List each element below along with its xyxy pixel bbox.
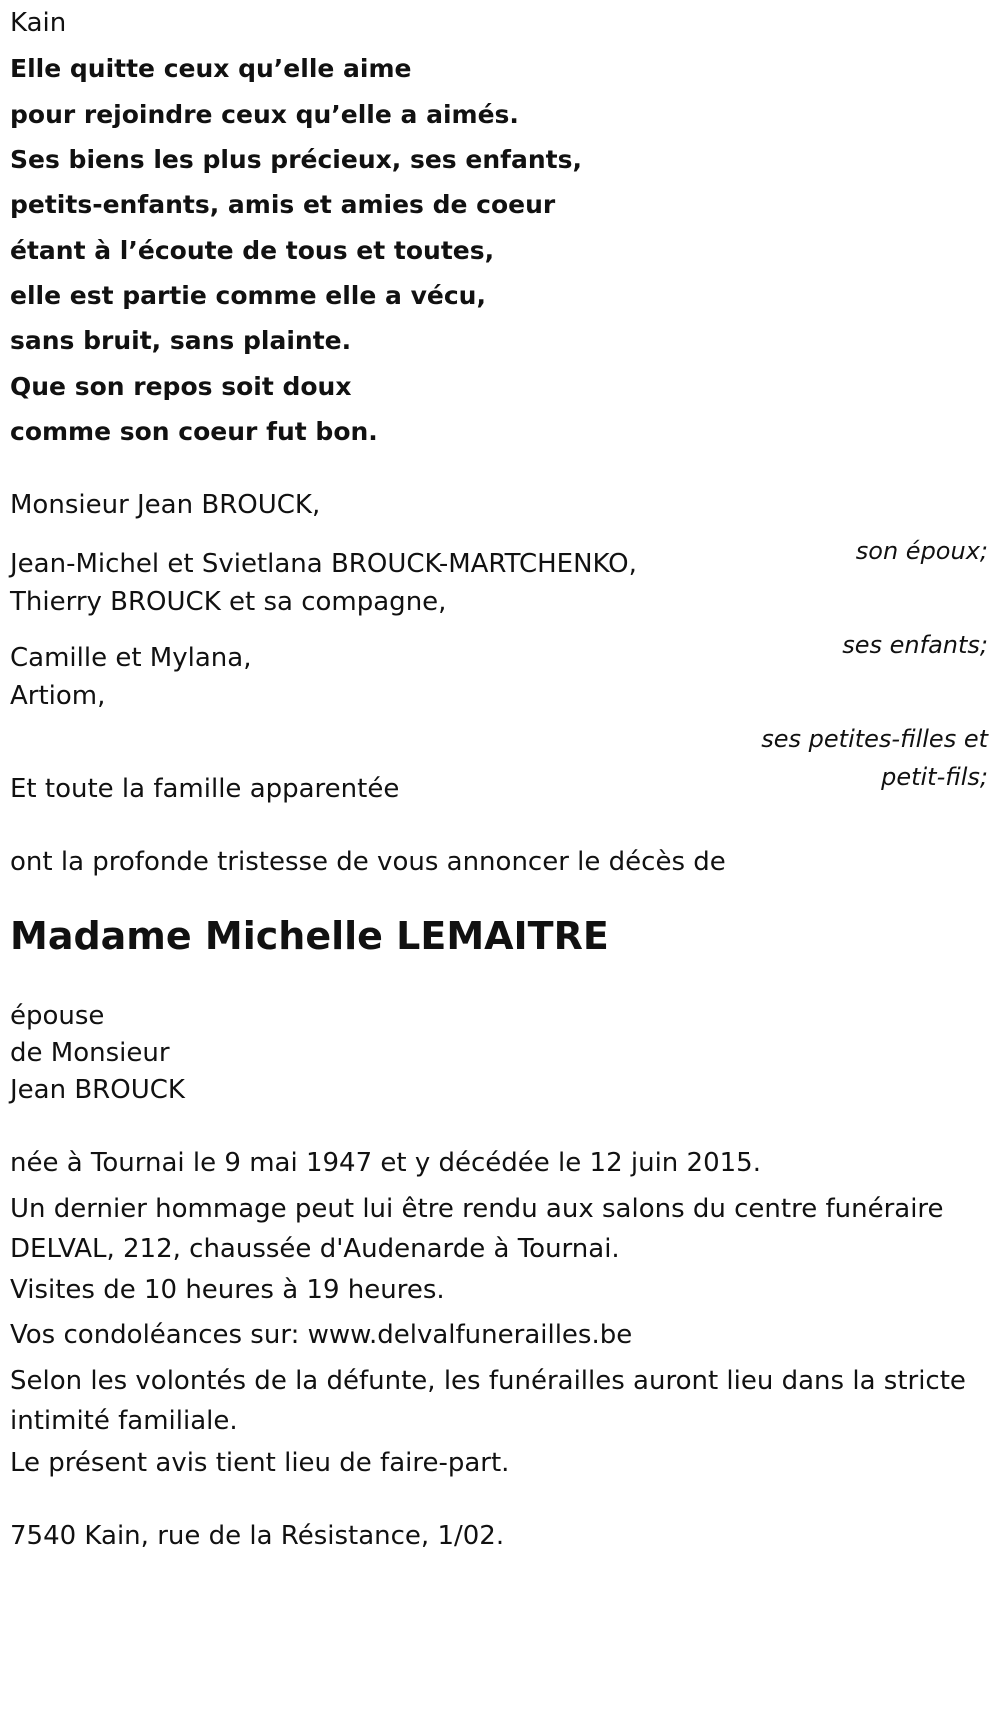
spouse-name: Monsieur Jean BROUCK,	[10, 490, 321, 520]
children-relation: ses enfants;	[842, 631, 988, 659]
spouse-of-line: Jean BROUCK	[10, 1075, 185, 1105]
poem-line: étant à l’écoute de tous et toutes,	[10, 236, 495, 265]
funeral-info: Selon les volontés de la défunte, les funérailles auront lieu dans la stricte intimité familiale.	[10, 1366, 966, 1436]
poem-line: sans bruit, sans plainte.	[10, 326, 352, 355]
poem-line: pour rejoindre ceux qu’elle a aimés.	[10, 100, 519, 129]
child-name: Jean-Michel et Svietlana BROUCK-MARTCHENKO,	[10, 549, 637, 579]
grandchildren-relation: ses petites-filles et	[761, 725, 988, 753]
announcement: ont la profonde tristesse de vous annoncer le décès de	[10, 847, 726, 877]
poem-line: Ses biens les plus précieux, ses enfants,	[10, 145, 582, 174]
poem-line: petits-enfants, amis et amies de coeur	[10, 190, 556, 219]
address: 7540 Kain, rue de la Résistance, 1/02.	[10, 1521, 505, 1551]
poem-line: Elle quitte ceux qu’elle aime	[10, 54, 412, 83]
spouse-relation: son époux;	[855, 537, 988, 565]
grandchild-name: Artiom,	[10, 681, 106, 711]
spouse-of-line: épouse	[10, 1001, 105, 1031]
condolences: Vos condoléances sur: www.delvalfunerailles.be	[10, 1320, 633, 1350]
homage-info: Un dernier hommage peut lui être rendu aux salons du centre funéraire DELVAL, 212, chaussée d'Audenarde à Tournai.	[10, 1194, 944, 1264]
grandchild-name: Camille et Mylana,	[10, 643, 252, 673]
spouse-of-line: de Monsieur	[10, 1038, 170, 1068]
child-name: Thierry BROUCK et sa compagne,	[10, 587, 447, 617]
deceased-name: Madame Michelle LEMAITRE	[10, 914, 609, 958]
poem-line: comme son coeur fut bon.	[10, 417, 378, 446]
birth-death: née à Tournai le 9 mai 1947 et y décédée le 12 juin 2015.	[10, 1148, 761, 1178]
notice: Le présent avis tient lieu de faire-part.	[10, 1448, 510, 1478]
poem-line: Que son repos soit doux	[10, 372, 352, 401]
grandchildren-relation: petit-fils;	[881, 763, 988, 791]
extended-family: Et toute la famille apparentée	[10, 774, 400, 804]
visiting-hours: Visites de 10 heures à 19 heures.	[10, 1275, 445, 1305]
poem-line: elle est partie comme elle a vécu,	[10, 281, 486, 310]
location-heading: Kain	[10, 8, 67, 38]
